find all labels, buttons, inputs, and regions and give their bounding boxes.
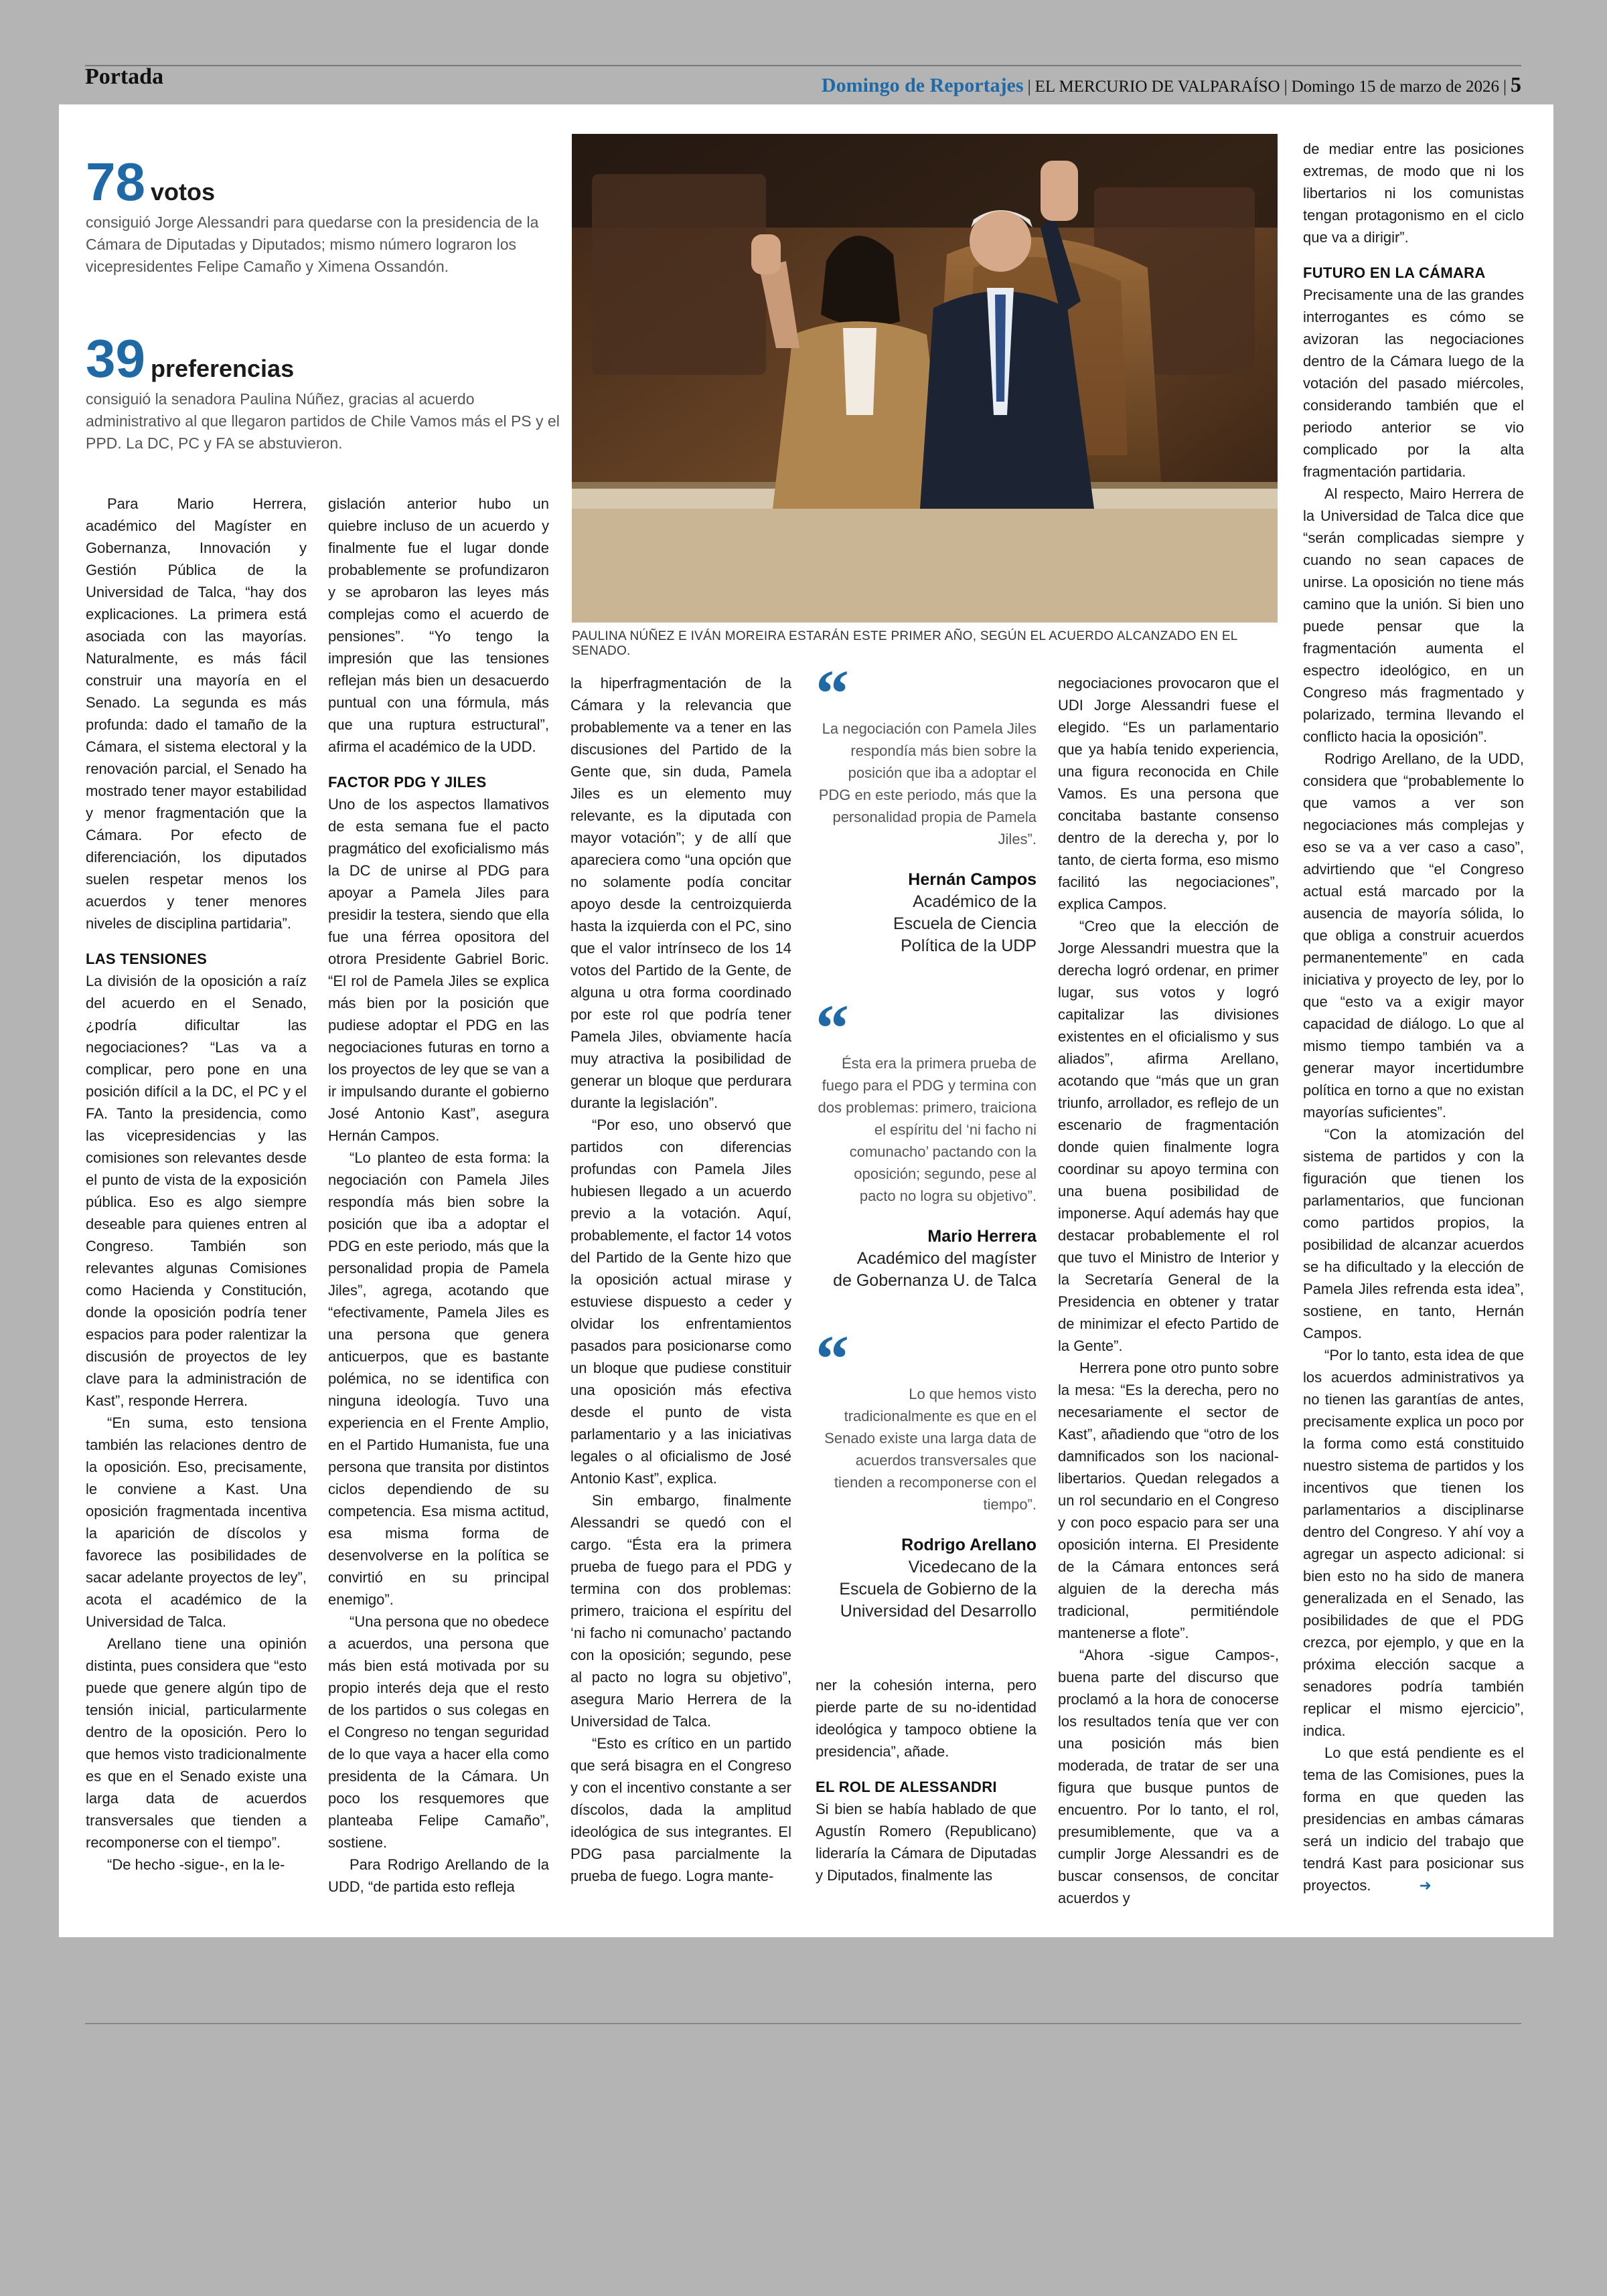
arrow-right-icon: ➜ — [1419, 1877, 1432, 1894]
pull-quote-arellano — [816, 1321, 1037, 1623]
paragraph — [1303, 1742, 1524, 1896]
stat-label: votos — [150, 178, 215, 206]
section-title: Portada — [85, 64, 164, 89]
article-column-4 — [816, 1674, 1037, 1886]
paragraph: “Por lo tanto, esta idea de que los acuerdos administrativos ya no tienen las garantías de antes, precisamente explica un poco por la forma como está constituido nuestro sistema de partidos y los incentivos que tienen los parlamentarios a disciplinarse dentro del Congreso. Y ahí voy a agregar un aspecto adicional: si bien esto no ha sido de manera generalizada en el Senado, las posibilidades de que el PDG crezca, por ejemplo, y que en la próxima elección sacque a senadores podría también replicar el mismo ejercicio”, indica. — [1303, 1347, 1524, 1739]
paragraph: Para Mario Herrera, académico del Magíster en Gobernanza, Innovación y Gestión Pública de la Universidad de Talca, “hay dos explicaciones. La primera está asociada con las mayorías. Naturalmente, es más fácil construir una mayoría en el Senado. La segunda es más profunda: dado el tamaño de la Cámara, el sistema electoral y la renovación parcial, el Senado ha mostrado tener mayor estabilidad y menor fragmentación que la Cámara. Por efecto de diferenciación, los diputados suelen respetar menos los acuerdos y tener menores niveles de disciplina partidaria”. — [86, 495, 307, 932]
quote-author-role: Vicedecano de la Escuela de Gobierno de la Universidad del Desarrollo — [839, 1558, 1037, 1621]
quote-mark-icon: “ — [816, 656, 844, 730]
brand-name: Domingo de Reportajes — [821, 74, 1024, 96]
paragraph: “Ahora -sigue Campos-, buena parte del discurso que proclamó a la hora de conocerse los resultados tenía que ver con una posición más bien moderada, de tratar de ser una figura que busque puntos de encuentro. Por lo tanto, el rol, presumiblemente, que va a cumplir Jorge Alessandri es de buscar consensos, de concitar acuerdos y — [1058, 1647, 1279, 1906]
paragraph: Uno de los aspectos llamativos de esta semana fue el pacto pragmático del exoficialismo más la DC de unirse al PDG para apoyar a Pamela Jiles para presidir la testera, siendo que ella fue una férrea opositora del otrora Presidente Gabriel Boric. “El rol de Pamela Jiles se explica más bien por la posición que pudiese adoptar el PDG en las negociaciones futuras en torno a los proyectos de ley que se van a ir impulsando durante el gobierno José Antonio Kast”, asegura Hernán Campos. — [328, 796, 549, 1144]
paragraph: la hiperfragmentación de la Cámara y la relevancia que probablemente va a tener en las discusiones del Partido de la Gente que, sin duda, Pamela Jiles es un elemento muy relevante, es la diputada con mayor votación”; y de allí que apareciera como “una opción que no solamente podía concitar apoyo desde la centroizquierda hasta la izquierda con el PC, sino que el valor intrínseco de los 14 votos del Partido de la Gente, de alguna u otra forma coordinado por este rol que podría tener Pamela Jiles, obviamente hacía muy atractiva la posibilidad de generar un bloque que perdurara durante la legislación”. — [570, 675, 791, 1111]
paragraph: “Esto es crítico en un partido que será bisagra en el Congreso y con el incentivo constante a ser díscolos, dada la amplitud ideológica de sus integrantes. El PDG pasa parcialmente la prueba de fuego. Logra mante- — [570, 1735, 791, 1884]
footer-rule — [85, 2023, 1521, 2024]
paragraph: Herrera pone otro punto sobre la mesa: “Es la derecha, pero no necesariamente el sector de Kast”, añadiendo que “otro de los damnificados son los nacional-libertarios. Quedan relegados a un rol secundario en el Congreso y con poco espacio para ser una oposición interna. El Presidente de la Cámara entonces será alguien de la derecha más tradicional, permitiéndole mantenerse a flote”. — [1058, 1360, 1279, 1641]
page-number: 5 — [1511, 72, 1521, 96]
quote-author-role: Académico del magíster de Gobernanza U. de Talca — [833, 1249, 1037, 1290]
subheading-alessandri: EL ROL DE ALESSANDRI — [816, 1779, 997, 1795]
article-column-2 — [328, 493, 549, 1898]
stat-number: 78 — [86, 152, 145, 212]
quote-mark-icon: “ — [816, 991, 844, 1065]
article-column-3 — [570, 672, 791, 1887]
photo-illustration — [572, 134, 1278, 623]
paragraph: “De hecho -sigue-, en la le- — [107, 1856, 285, 1873]
paragraph: “Lo planteo de esta forma: la negociación con Pamela Jiles respondía más bien sobre la posición que iba a adoptar el PDG en este periodo, más que la personalidad propia de Pamela Jiles”, agrega, acotando que “efectivamente, Pamela Jiles es una persona que genera anticuerpos, que es bastante polémica, no se identifica con ninguna ideología. Tuvo una experiencia en el Frente Amplio, en el Partido Humanista, fue una persona que transita por distintos ciclos dependiendo de su competencia. Esa misma actitud, esa misma forma de desenvolverse en la política se convirtió en su principal enemigo”. — [328, 1149, 549, 1608]
paragraph: ner la cohesión interna, pero pierde parte de su no-identidad ideológica y tampoco obtiene la presidencia”, añade. — [816, 1677, 1037, 1760]
article-page — [59, 104, 1553, 1937]
paragraph: negociaciones provocaron que el UDI Jorge Alessandri fuese el elegido. “Es un parlamentario que ya había tenido experiencia, una figura reconocida en Chile Vamos. Es una persona que concitaba bastante consenso dentro de la derecha y, por lo tanto, de cierta forma, eso mismo facilitó las negociaciones”, explica Campos. — [1058, 675, 1279, 912]
quote-mark-icon: “ — [816, 1321, 844, 1396]
quote-text: La negociación con Pamela Jiles respondía más bien sobre la posición que iba a adoptar el PDG en este periodo, más que la personalidad propia de Pamela Jiles”. — [818, 720, 1037, 847]
stat-description: consiguió la senadora Paulina Núñez, gracias al acuerdo administrativo al que llegaron partidos de Chile Vamos más el PS y el PPD. La DC, PC y FA se abstuvieron. — [86, 390, 560, 452]
article-column-1 — [86, 493, 307, 1876]
subheading-future: FUTURO EN LA CÁMARA — [1303, 264, 1486, 281]
pull-quote-campos — [816, 656, 1037, 957]
paragraph: “Por eso, uno observó que partidos con diferencias profundas con Pamela Jiles hubiesen llegado a un acuerdo previo a la votación. Aquí, probablemente, el factor 14 votos del Partido de la Gente hizo que la oposición actual mirase y estuviese dispuesto a ceder y olvidar los enfrentamientos pasados para posicionarse como un bloque que pudiese constituir una oposición más efectiva desde el punto de vista parlamentario y a las iniciativas legales o al oficialismo de José Antonio Kast”, explica. — [570, 1117, 791, 1487]
paragraph: “En suma, esto tensiona también las relaciones dentro de la oposición. Eso, precisamente, le conviene a Kast. Una oposición fragmentada incentiva la aparición de díscolos y favorece las posibilidades de sacar adelante proyectos de ley”, acota el académico de la Universidad de Talca. — [86, 1414, 307, 1630]
stat-label: preferencias — [150, 355, 295, 382]
stat-preferences — [86, 329, 568, 455]
quote-author-name: Hernán Campos — [908, 870, 1037, 889]
quote-text: Ésta era la primera prueba de fuego para el PDG y termina con dos problemas: primero, traiciona el espíritu del ‘ni facho ni comunacho’ pactando con la oposición; segundo, pese al pacto no logra su objetivo”. — [818, 1055, 1037, 1204]
header-rule — [85, 65, 1521, 66]
masthead: Domingo de Reportajes | EL MERCURIO DE VALPARAÍSO | Domingo 15 de marzo de 2026 | 5 — [821, 72, 1521, 96]
quote-author-role: Académico de la Escuela de Ciencia Política de la UDP — [893, 892, 1037, 955]
stat-description: consiguió Jorge Alessandri para quedarse con la presidencia de la Cámara de Diputadas y Diputados; mismo número lograron los vicepresidentes Felipe Camaño y Ximena Ossandón. — [86, 214, 539, 275]
stat-votes — [86, 152, 568, 278]
paragraph: Arellano tiene una opinión distinta, pues considera que “esto puede que genere algún tipo de tensión inicial, particularmente dentro de la oposición. Pero lo que hemos visto tradicionalmente es que en el Senado existe una larga data de acuerdos transversales que tienden a recomponerse con el tiempo”. — [86, 1635, 307, 1851]
subheading-tensions: LAS TENSIONES — [86, 951, 208, 967]
paragraph: Rodrigo Arellano, de la UDD, considera que “probablemente lo que vamos a ver son negociaciones más complejas y eso se va a ver caso a caso”, advirtiendo que “el Congreso actual está marcado por la ausencia de mayoría sólida, lo que obliga a construir acuerdos permanentemente” en cada iniciativa y proyecto de ley, por lo que “esto va a exigir mayor capacidad de diálogo. Lo que al mismo tiempo también va a generar mayor incertidumbre política en torno a que no existan mayorías suficientes”. — [1303, 750, 1524, 1121]
quote-author — [816, 1226, 1037, 1292]
photo-caption: PAULINA NÚÑEZ E IVÁN MOREIRA ESTARÁN ESTE PRIMER AÑO, SEGÚN EL ACUERDO ALCANZADO EN EL SENADO. — [572, 629, 1237, 658]
quote-author-name: Rodrigo Arellano — [901, 1536, 1037, 1554]
quote-text: Lo que hemos visto tradicionalmente es que en el Senado existe una larga data de acuerdos transversales que tienden a recomponerse con el tiempo”. — [824, 1386, 1037, 1513]
newspaper-name: EL MERCURIO DE VALPARAÍSO — [1035, 78, 1280, 96]
quote-author — [816, 1534, 1037, 1623]
paragraph: Al respecto, Mairo Herrera de la Universidad de Talca dice que “serán complicadas siempre y cuando no sean capaces de unirse. La oposición no tiene más camino que la unión. Si bien uno puede pensar que la fragmentación aumenta el espectro ideológico, en un Congreso más fragmentado y polarizado, termina llevando el conflicto hacia la oposición”. — [1303, 485, 1524, 745]
paragraph: gislación anterior hubo un quiebre incluso de un acuerdo y finalmente fue el lugar donde probablemente se profundizaron y se aprobaron las leyes más complejas como el acuerdo de pensiones”. “Yo tengo la impresión que las tensiones reflejan más bien un desacuerdo puntual con una fórmula, más que una ruptura estructural”, afirma el académico de la UDD. — [328, 495, 549, 755]
paragraph: Para Rodrigo Arellando de la UDD, “de partida esto refleja — [328, 1856, 549, 1895]
paragraph: “Creo que la elección de Jorge Alessandri muestra que la derecha logró ordenar, en primer lugar, sus votos y logró capitalizar las divisiones existentes en el oficialismo y sus aliados”, afirma Arellano, acotando que “más que un gran triunfo, arrollador, es reflejo de un escenario de fragmentación donde quien finalmente logra coordinar su apoyo termina con una buena posibilidad de imponerse. Aquí además hay que destacar probablemente el rol que tuvo el Ministro de Interior y la Secretaría General de la Presidencia en obtener y tratar de minimizar el efecto Partido de la Gente”. — [1058, 918, 1279, 1354]
paragraph-text: Lo que está pendiente es el tema de las Comisiones, pues la forma en que queden las presidencias en ambas cámaras será un indicio del trabajo que tendrá Kast para posicionar sus proyectos. — [1303, 1744, 1524, 1894]
issue-date: Domingo 15 de marzo de 2026 — [1291, 78, 1499, 96]
article-column-6 — [1303, 138, 1524, 1896]
paragraph: “Una persona que no obedece a acuerdos, una persona que más bien está motivada por su propio interés deja que el resto de los partidos o sus colegas en el Congreso no tengan seguridad de lo que vaya a hacer ella como presidenta de la Cámara. Un poco los resquemores que planteaba Felipe Camaño”, sostiene. — [328, 1613, 549, 1851]
paragraph: Sin embargo, finalmente Alessandri se quedó con el cargo. “Ésta era la primera prueba de fuego para el PDG y termina con dos problemas: primero, traiciona el espíritu del ‘ni facho ni comunacho’ pactando con la oposición; segundo, pese al pacto no logra su objetivo”, asegura Mario Herrera de la Universidad de Talca. — [570, 1492, 791, 1730]
subheading-pdg-jiles: FACTOR PDG Y JILES — [328, 774, 487, 791]
paragraph: Precisamente una de las grandes interrogantes es cómo se avizoran las negociaciones dentro de la Cámara luego de la votación del pasado miércoles, considerando también que el periodo anterior se vio complicado por la alta fragmentación partidaria. — [1303, 286, 1524, 480]
paragraph: La división de la oposición a raíz del acuerdo en el Senado, ¿podría dificultar las negociaciones? “Las va a complicar, pero pone en una posición difícil a la DC, el PC y el FA. Tanto la presidencia, como las vicepresidencias y las comisiones son relevantes desde el punto de vista de la exposición pública. Eso es algo siempre deseable para quienes entren al Congreso. También son relevantes algunas Comisiones como Hacienda y Constitución, donde la oposición podría tener espacios para poder ralentizar la discusión de proyectos de ley clave para la administración de Kast”, responde Herrera. — [86, 973, 307, 1409]
paragraph: de mediar entre las posiciones extremas, de modo que ni los libertarios ni los comunistas tengan protagonismo en el ciclo que va a dirigir”. — [1303, 141, 1524, 246]
quote-author — [816, 869, 1037, 957]
paragraph: Si bien se había hablado de que Agustín Romero (Republicano) lideraría la Cámara de Diputadas y Diputados, finalmente las — [816, 1801, 1037, 1884]
photo-senate-presidency — [572, 134, 1278, 623]
article-column-5 — [1058, 672, 1279, 1909]
stat-number: 39 — [86, 329, 145, 388]
quote-author-name: Mario Herrera — [927, 1227, 1037, 1246]
pull-quote-herrera — [816, 991, 1037, 1292]
paragraph: “Con la atomización del sistema de partidos y con la figuración que tienen los parlamentarios, que funcionan como partidos propios, la posibilidad de alcanzar acuerdos se ha dificultado y la elección de Pamela Jiles refrenda esta idea”, sostiene, en tanto, Hernán Campos. — [1303, 1126, 1524, 1341]
